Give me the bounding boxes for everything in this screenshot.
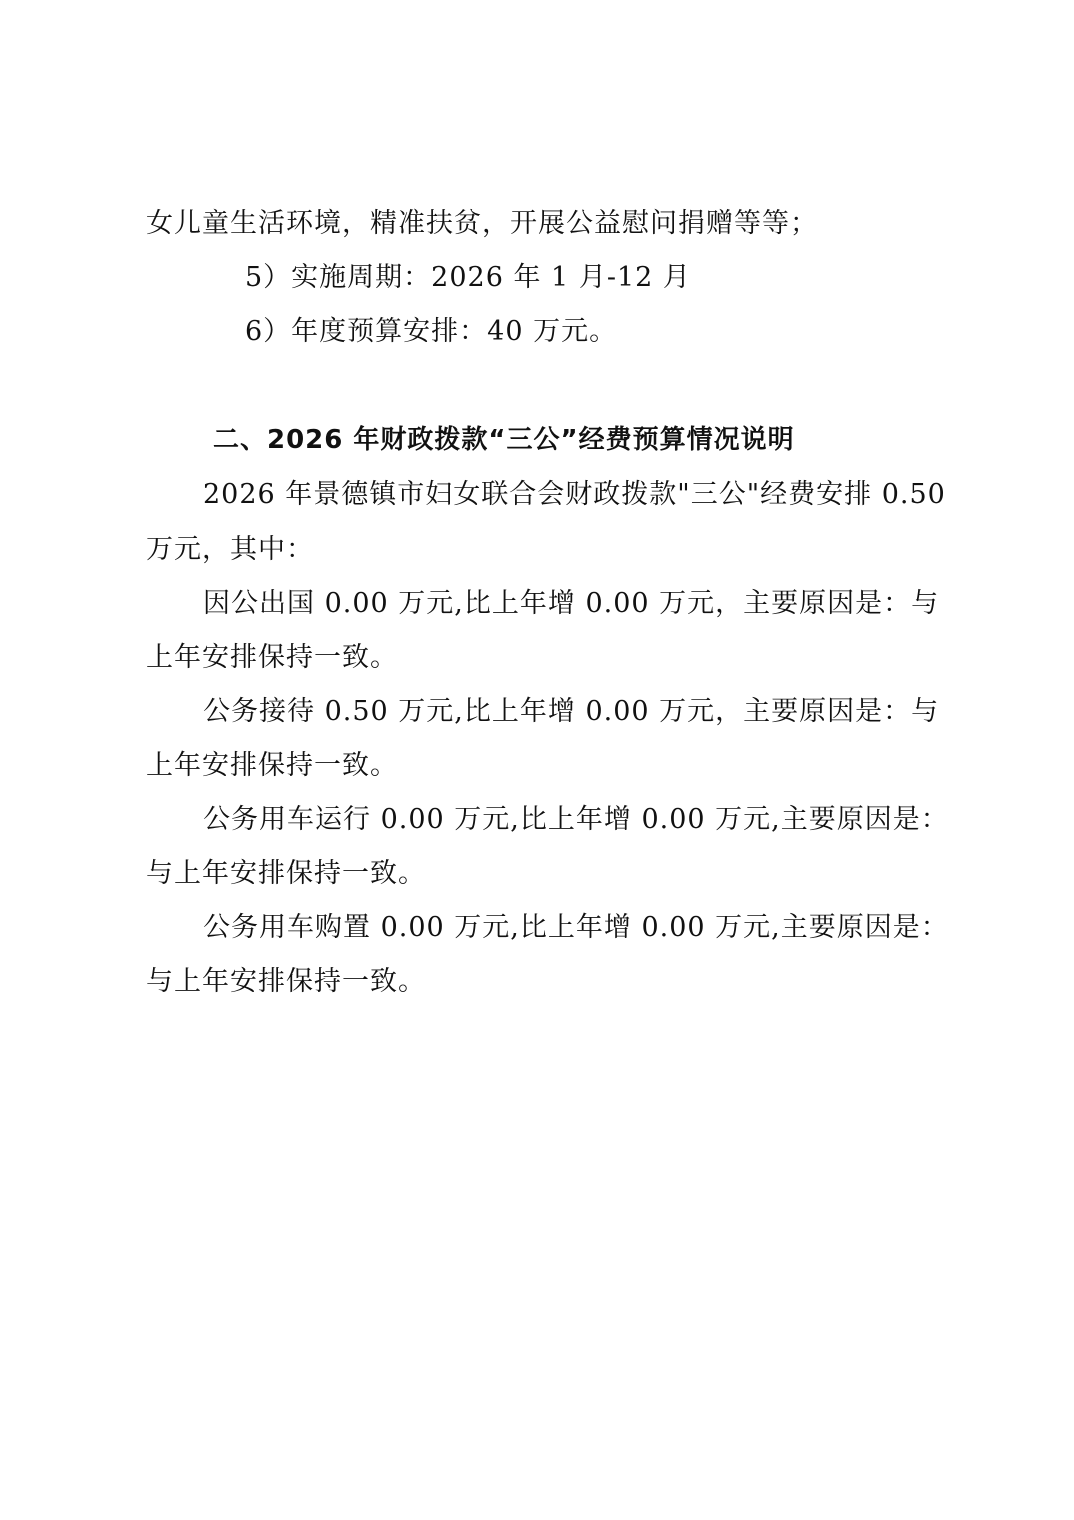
travel-abroad-line-2: 上年安排保持一致。 [146, 642, 398, 673]
vehicle-purchase-line-2: 与上年安排保持一致。 [146, 966, 426, 997]
reception-line-1: 公务接待 0.50 万元,比上年增 0.00 万元，主要原因是：与 [203, 696, 940, 727]
intro-line-1: 2026 年景德镇市妇女联合会财政拨款"三公"经费安排 0.50 [203, 479, 946, 510]
reception-line-2: 上年安排保持一致。 [146, 750, 398, 781]
vehicle-operation-line-2: 与上年安排保持一致。 [146, 858, 426, 889]
section-heading: 二、2026 年财政拨款“三公”经费预算情况说明 [213, 425, 795, 455]
item-6-budget: 6）年度预算安排：40 万元。 [245, 316, 618, 347]
vehicle-operation-line-1: 公务用车运行 0.00 万元,比上年增 0.00 万元,主要原因是： [203, 804, 949, 835]
vehicle-purchase-line-1: 公务用车购置 0.00 万元,比上年增 0.00 万元,主要原因是： [203, 912, 949, 943]
intro-line-2: 万元，其中： [146, 534, 314, 565]
item-5-period: 5）实施周期：2026 年 1 月-12 月 [245, 262, 691, 293]
paragraph-continuation: 女儿童生活环境，精准扶贫，开展公益慰问捐赠等等； [146, 208, 818, 239]
travel-abroad-line-1: 因公出国 0.00 万元,比上年增 0.00 万元，主要原因是：与 [203, 588, 940, 619]
